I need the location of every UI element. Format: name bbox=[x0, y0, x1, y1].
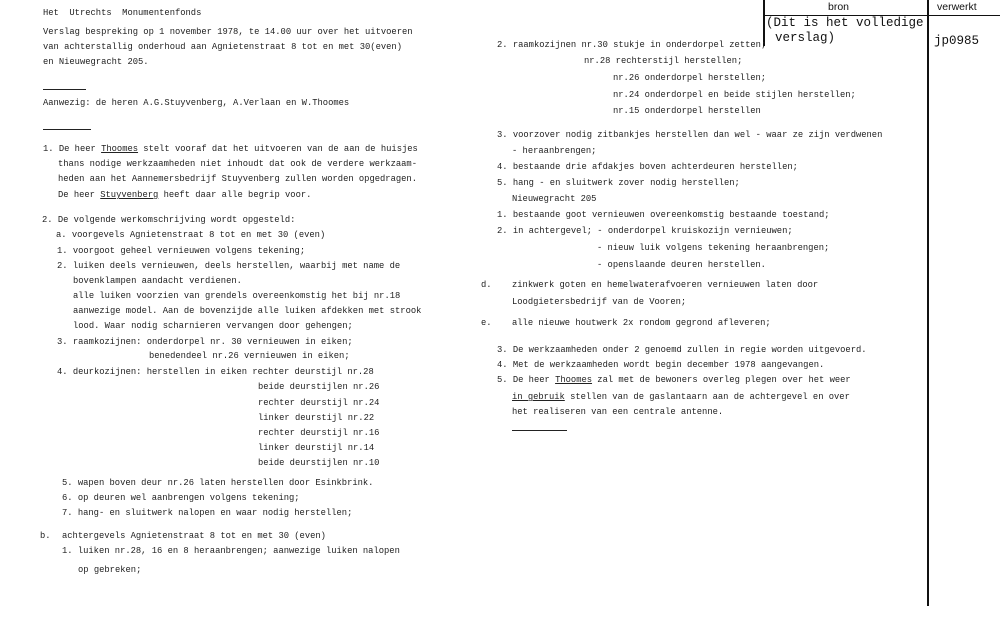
door-frame-item: beide deurstijlen nr.10 bbox=[258, 458, 380, 468]
door-frame-item: beide deurstijlen nr.26 bbox=[258, 382, 380, 392]
work-item-cont: benedendeel nr.26 vernieuwen in eiken; bbox=[149, 351, 350, 361]
item-1-line bbox=[58, 190, 311, 201]
door-frame-item: linker deurstijl nr.22 bbox=[258, 413, 375, 423]
work-item-cont: - openslaande deuren herstellen. bbox=[597, 260, 766, 270]
work-item-cont: bovenklampen aandacht verdienen. bbox=[73, 276, 242, 286]
work-item: 1. voorgoot geheel vernieuwen volgens tekening; bbox=[57, 246, 306, 256]
separator-rule bbox=[43, 129, 91, 130]
work-item: 3. raamkozijnen: onderdorpel nr. 30 vernieuwen in eiken; bbox=[57, 337, 353, 347]
item-2-heading: 2. De volgende werkomschrijving wordt opgesteld: bbox=[42, 215, 296, 225]
work-item: 6. op deuren wel aanbrengen volgens tekening; bbox=[62, 493, 300, 503]
text: stellen van de gaslantaarn aan de achtergevel en over bbox=[564, 392, 850, 402]
source-note: (Dit is het volledige bbox=[766, 16, 924, 30]
separator-rule bbox=[43, 89, 86, 90]
work-item-cont: nr.26 onderdorpel herstellen; bbox=[613, 73, 767, 83]
intro-line: en Nieuwegracht 205. bbox=[43, 57, 149, 67]
work-item-cont: nr.24 onderdorpel en beide stijlen herstellen; bbox=[613, 90, 856, 100]
text: De heer bbox=[58, 190, 101, 200]
intro-line: Verslag bespreking op 1 november 1978, te 14.00 uur over het uitvoeren bbox=[43, 27, 413, 37]
text: zal met de bewoners overleg plegen over het weer bbox=[592, 375, 851, 385]
sub-heading-b-number: b. bbox=[40, 531, 51, 541]
item-number: 1. bbox=[43, 144, 54, 154]
work-item: 2. raamkozijnen nr.30 stukje in onderdorpel zetten; bbox=[497, 40, 767, 50]
sub-heading-d: zinkwerk goten en hemelwaterafvoeren vernieuwen laten door bbox=[512, 280, 819, 290]
sub-heading-d-number: d. bbox=[481, 280, 492, 290]
work-item-cont: alle luiken voorzien van grendels overeenkomstig het bij nr.18 bbox=[73, 291, 401, 301]
work-item: 4. bestaande drie afdakjes boven achterdeuren herstellen; bbox=[497, 162, 798, 172]
text: stelt vooraf dat het uitvoeren van de aan de huisjes bbox=[138, 144, 418, 154]
sub-heading-d-cont: Loodgietersbedrijf van de Vooren; bbox=[512, 297, 687, 307]
door-frame-item: rechter deurstijl nr.16 bbox=[258, 428, 380, 438]
sub-heading-e: alle nieuwe houtwerk 2x rondom gegrond afleveren; bbox=[512, 318, 771, 328]
verwerkt-column-border bbox=[927, 0, 929, 606]
section-heading: Nieuwegracht 205 bbox=[512, 194, 597, 204]
item-5 bbox=[497, 375, 851, 386]
verwerkt-label: verwerkt bbox=[937, 1, 977, 13]
work-item: 2. luiken deels vernieuwen, deels herstellen, waarbij met name de bbox=[57, 261, 401, 271]
work-item: 5. wapen boven deur nr.26 laten herstellen door Esinkbrink. bbox=[62, 478, 374, 488]
door-frame-item: linker deurstijl nr.14 bbox=[258, 443, 375, 453]
work-item: 1. luiken nr.28, 16 en 8 heraanbrengen; aanwezige luiken nalopen bbox=[62, 546, 400, 556]
work-item: 4. deurkozijnen: herstellen in eiken rechter deurstijl nr.28 bbox=[57, 367, 374, 377]
work-item-cont: lood. Waar nodig scharnieren vervangen door gehengen; bbox=[73, 321, 353, 331]
sub-heading-a: a. voorgevels Agnietenstraat 8 tot en met 30 (even) bbox=[56, 230, 326, 240]
item-4: 4. Met de werkzaamheden wordt begin december 1978 aangevangen. bbox=[497, 360, 825, 370]
item-3: 3. De werkzaamheden onder 2 genoemd zullen in regie worden uitgevoerd. bbox=[497, 345, 867, 355]
text: heeft daar alle begrip voor. bbox=[158, 190, 312, 200]
work-item: 2. in achtergevel; - onderdorpel kruiskozijn vernieuwen; bbox=[497, 226, 793, 236]
work-item-cont: nr.15 onderdorpel herstellen bbox=[613, 106, 761, 116]
work-item-cont: nr.28 rechterstijl herstellen; bbox=[584, 56, 743, 66]
item-1-line bbox=[43, 144, 418, 155]
attendees: Aanwezig: de heren A.G.Stuyvenberg, A.Verlaan en W.Thoomes bbox=[43, 98, 350, 108]
work-item-cont: op gebreken; bbox=[78, 565, 142, 575]
work-item-cont: - heraanbrengen; bbox=[512, 146, 597, 156]
item-5-cont bbox=[512, 392, 850, 403]
underlined-name: Thoomes bbox=[555, 375, 593, 385]
underlined-name: Stuyvenberg bbox=[100, 190, 159, 200]
work-item-cont: - nieuw luik volgens tekening heraanbrengen; bbox=[597, 243, 830, 253]
item-1-line: thans nodige werkzaamheden niet inhoudt dat ook de verdere werkzaam- bbox=[58, 159, 417, 169]
closing-rule bbox=[512, 430, 567, 431]
sub-heading-b: achtergevels Agnietenstraat 8 tot en met 30 (even) bbox=[62, 531, 326, 541]
work-item: 3. voorzover nodig zitbankjes herstellen dan wel - waar ze zijn verdwenen bbox=[497, 130, 883, 140]
work-item: 1. bestaande goot vernieuwen overeenkomstig bestaande toestand; bbox=[497, 210, 830, 220]
work-item: 5. hang - en sluitwerk zover nodig herstellen; bbox=[497, 178, 740, 188]
item-5-cont: het realiseren van een centrale antenne. bbox=[512, 407, 724, 417]
underlined-text: in gebruik bbox=[512, 392, 565, 402]
text: De heer bbox=[58, 144, 102, 154]
organization-name: Het Utrechts Monumentenfonds bbox=[43, 8, 202, 18]
work-item-cont: aanwezige model. Aan de bovenzijde alle luiken afdekken met strook bbox=[73, 306, 422, 316]
door-frame-item: rechter deurstijl nr.24 bbox=[258, 398, 380, 408]
intro-line: van achterstallig onderhoud aan Agnietenstraat 8 tot en met 30(even) bbox=[43, 42, 402, 52]
work-item: 7. hang- en sluitwerk nalopen en waar nodig herstellen; bbox=[62, 508, 353, 518]
document-code: jp0985 bbox=[934, 34, 980, 48]
item-1-line: heden aan het Aannemersbedrijf Stuyvenberg zullen worden opgedragen. bbox=[58, 174, 417, 184]
source-note-cont: verslag) bbox=[775, 31, 836, 45]
text: 5. De heer bbox=[497, 375, 556, 385]
underlined-name: Thoomes bbox=[101, 144, 139, 154]
sub-heading-e-number: e. bbox=[481, 318, 492, 328]
bron-label: bron bbox=[828, 1, 850, 13]
